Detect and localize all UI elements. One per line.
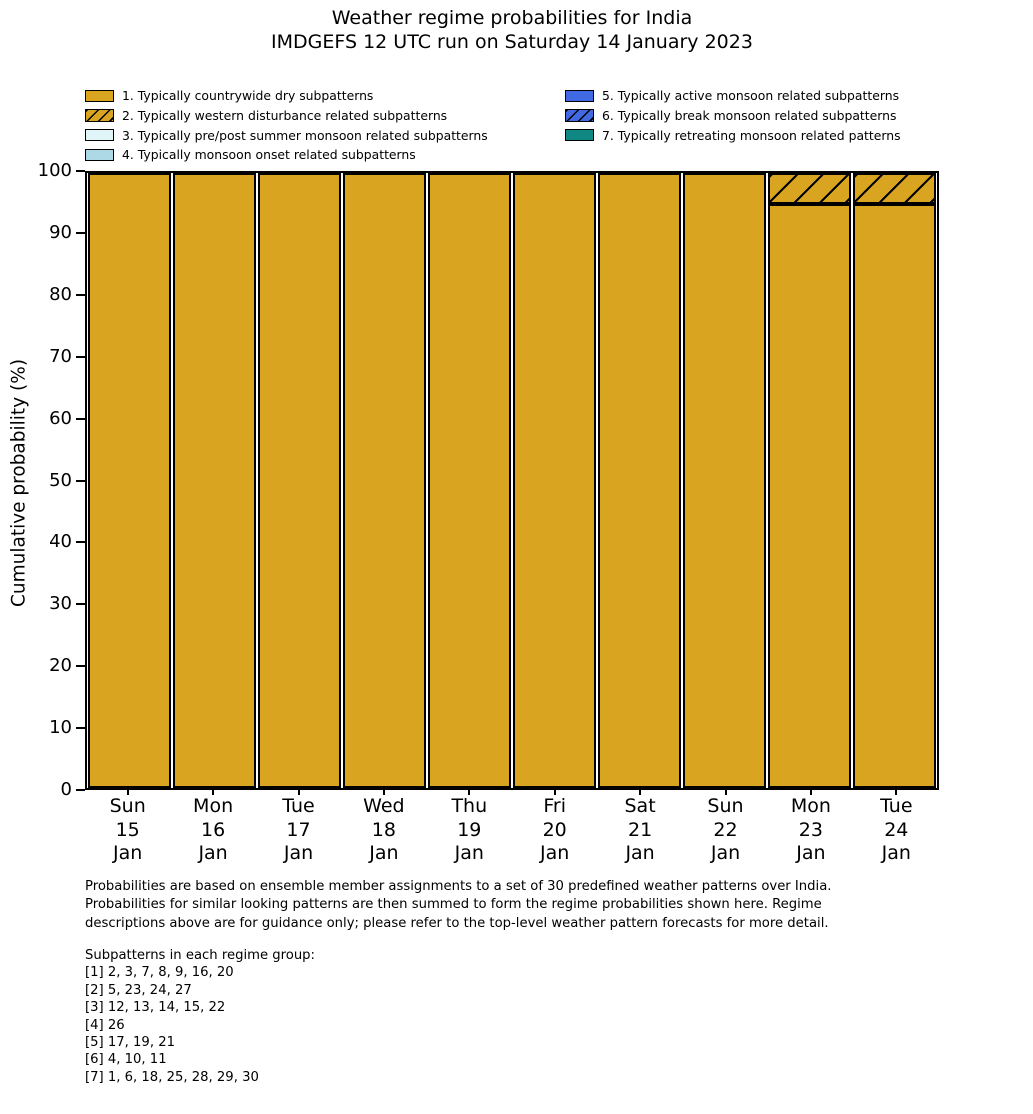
bar-fri-20-jan	[512, 173, 597, 788]
x-tick-label-tue-24	[854, 795, 939, 866]
legend-swatch-icon	[565, 90, 594, 103]
chart-title	[0, 6, 1024, 54]
x-tick-label-line: Sun	[707, 795, 744, 817]
bar-segment-regime-1	[768, 204, 850, 788]
bar-segment-regime-2	[853, 173, 935, 204]
footnote-text	[85, 878, 831, 933]
legend-swatch-icon	[85, 90, 114, 103]
x-tick-label-thu-19	[427, 795, 512, 866]
x-tick-label-line: Tue	[282, 795, 315, 817]
x-tick-label-line: Tue	[880, 795, 913, 817]
y-tick-mark	[76, 727, 85, 729]
x-tick-label-fri-20	[512, 795, 597, 866]
y-tick-label-10: 10	[49, 717, 72, 739]
x-tick-label-line: 15	[115, 818, 140, 841]
x-tick-label-line: Jan	[198, 842, 228, 864]
legend-column-right	[565, 86, 901, 145]
x-tick-label-sun-15	[85, 795, 170, 866]
y-tick-label-70: 70	[49, 345, 72, 367]
y-tick-mark	[76, 789, 85, 791]
subpatterns-line: [1] 2, 3, 7, 8, 9, 16, 20	[85, 965, 234, 981]
bar-segment-regime-1	[513, 173, 595, 788]
legend-row	[85, 86, 488, 106]
x-tick-label-line: Jan	[710, 842, 741, 864]
y-tick-mark	[76, 665, 85, 667]
legend-swatch-icon	[85, 129, 114, 142]
footnote-line: Probabilities are based on ensemble member assignments to a set of 30 predefined weather patterns over India.	[85, 879, 832, 894]
y-tick-label-0: 0	[60, 779, 72, 801]
y-tick-label-30: 30	[49, 593, 72, 615]
x-tick-label-line: Jan	[369, 842, 399, 864]
x-tick-label-line: Jan	[113, 842, 143, 864]
bar-segment-regime-1	[428, 173, 510, 788]
x-tick-label-line: Jan	[796, 842, 826, 864]
x-tick-label-mon-23	[768, 795, 853, 866]
x-tick-label-line: Fri	[543, 795, 567, 817]
legend-label: 2. Typically western disturbance related subpatterns	[122, 108, 448, 124]
chart-title-line1: Weather regime probabilities for India	[331, 7, 693, 29]
footnote-line: Probabilities for similar looking patterns are then summed to form the regime probabilities shown here. Regime	[85, 897, 822, 913]
legend-row	[565, 125, 901, 145]
x-tick-label-mon-16	[170, 795, 255, 866]
x-tick-label-sat-21	[597, 795, 682, 866]
x-tick-label-line: Jan	[540, 842, 570, 864]
subpatterns-line: [2] 5, 23, 24, 27	[85, 982, 192, 998]
x-tick-label-line: 18	[371, 818, 396, 841]
bar-segment-regime-1	[88, 173, 170, 788]
bar-segment-regime-2	[768, 173, 850, 204]
x-tick-label-line: Sun	[109, 795, 146, 817]
y-tick-label-20: 20	[49, 655, 72, 677]
subpatterns-line: [4] 26	[85, 1017, 125, 1033]
x-tick-label-line: 20	[542, 818, 567, 841]
y-tick-mark	[76, 232, 85, 234]
y-axis-label: Cumulative probability (%)	[8, 358, 30, 608]
x-tick-label-tue-17	[256, 795, 341, 866]
x-tick-label-line: Mon	[790, 795, 831, 817]
y-tick-label-80: 80	[49, 283, 72, 305]
y-tick-mark	[76, 356, 85, 358]
legend-row	[85, 106, 488, 126]
legend-label: 4. Typically monsoon onset related subpatterns	[122, 147, 416, 163]
x-tick-label-line: Mon	[193, 795, 234, 817]
y-tick-mark	[76, 603, 85, 605]
y-tick-label-100: 100	[37, 160, 72, 182]
bar-tue-17-jan	[257, 173, 342, 788]
subpatterns-line: [5] 17, 19, 21	[85, 1035, 175, 1051]
y-tick-mark	[76, 418, 85, 420]
x-tick-label-line: 24	[884, 818, 909, 841]
legend-swatch-icon	[85, 149, 114, 162]
y-tick-label-60: 60	[49, 407, 72, 429]
footnote-line: descriptions above are for guidance only; please refer to the top-level weather pattern forecasts for more detail.	[85, 915, 829, 931]
bar-segment-regime-1	[343, 173, 425, 788]
bar-sat-21-jan	[597, 173, 682, 788]
x-tick-label-line: 21	[627, 818, 653, 841]
legend-column-left	[85, 86, 488, 165]
bar-segment-regime-1	[258, 173, 340, 788]
bar-thu-19-jan	[427, 173, 512, 788]
legend-swatch-hatched-icon	[565, 109, 594, 122]
bar-segment-regime-1	[853, 204, 935, 788]
y-tick-mark	[76, 541, 85, 543]
x-tick-label-line: Jan	[881, 842, 911, 864]
x-tick-label-sun-22	[683, 795, 768, 866]
x-tick-label-line: 22	[713, 818, 738, 841]
subpatterns-list	[85, 947, 315, 1086]
bar-segment-regime-1	[173, 173, 255, 788]
x-tick-label-line: Jan	[625, 842, 655, 864]
y-tick-label-90: 90	[49, 221, 72, 243]
legend-row	[85, 125, 488, 145]
bar-segment-regime-1	[683, 173, 765, 788]
x-tick-label-line: Jan	[454, 842, 484, 864]
bar-mon-16-jan	[172, 173, 257, 788]
y-tick-mark	[76, 294, 85, 296]
subpatterns-heading: Subpatterns in each regime group:	[85, 948, 316, 963]
legend-label: 5. Typically active monsoon related subpatterns	[602, 88, 900, 104]
bar-segment-regime-1	[598, 173, 680, 788]
legend-row	[565, 86, 901, 106]
x-tick-label-wed-18	[341, 795, 426, 866]
chart-title-line2: IMDGEFS 12 UTC run on Saturday 14 January 2023	[271, 31, 753, 53]
y-tick-mark	[76, 480, 85, 482]
x-tick-label-line: 23	[798, 818, 823, 841]
plot-area	[85, 171, 939, 790]
bar-sun-22-jan	[682, 173, 767, 788]
legend-label: 3. Typically pre/post summer monsoon related subpatterns	[122, 127, 488, 143]
legend-row	[565, 106, 901, 126]
bar-mon-23-jan	[767, 173, 852, 788]
legend-label: 1. Typically countrywide dry subpatterns	[122, 88, 374, 104]
x-tick-label-line: Thu	[451, 795, 488, 817]
x-tick-label-line: 19	[457, 818, 482, 841]
subpatterns-line: [3] 12, 13, 14, 15, 22	[85, 1000, 226, 1016]
legend-label: 7. Typically retreating monsoon related patterns	[602, 127, 901, 143]
y-tick-mark	[76, 170, 85, 172]
x-tick-label-line: Jan	[283, 842, 314, 864]
legend-swatch-icon	[565, 129, 594, 142]
bar-sun-15-jan	[87, 173, 172, 788]
bar-wed-18-jan	[342, 173, 427, 788]
x-tick-label-line: 16	[200, 818, 226, 841]
legend-label: 6. Typically break monsoon related subpatterns	[602, 108, 897, 124]
x-tick-label-line: Sat	[624, 795, 656, 817]
subpatterns-line: [6] 4, 10, 11	[85, 1052, 167, 1068]
legend-row	[85, 145, 488, 165]
x-tick-label-line: 17	[286, 818, 311, 841]
legend-swatch-hatched-icon	[85, 109, 114, 122]
x-tick-label-line: Wed	[363, 795, 405, 817]
y-tick-label-50: 50	[49, 469, 72, 491]
subpatterns-line: [7] 1, 6, 18, 25, 28, 29, 30	[85, 1069, 259, 1085]
y-tick-label-40: 40	[49, 531, 72, 553]
bar-tue-24-jan	[852, 173, 937, 788]
